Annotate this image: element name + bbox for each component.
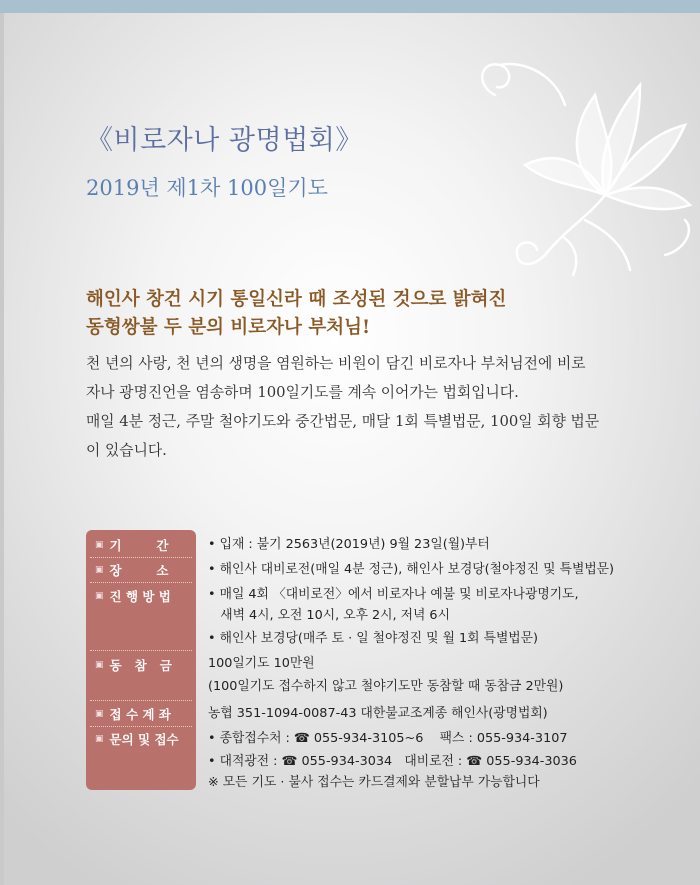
- headline-line-1: 해인사 창건 시기 통일신라 때 조성된 것으로 밝혀진: [86, 289, 507, 310]
- info-label-column: [86, 530, 196, 790]
- label-fee: ▣ 동 참 금: [95, 658, 172, 673]
- label-divider: [90, 726, 192, 727]
- square-bullet-icon: ▣: [95, 540, 104, 550]
- info-contact-line-1: • 종합접수처 : ☎ 055-934-3105~6 팩스 : 055-934-3107: [208, 731, 568, 746]
- info-period: • 입재 : 불기 2563년(2019년) 9월 23일(월)부터: [208, 537, 490, 552]
- label-divider: [90, 650, 192, 651]
- label-divider: [90, 582, 192, 583]
- headline-line-2: 동형쌍불 두 분의 비로자나 부처님!: [86, 317, 371, 338]
- description-line-2: 자나 광명진언을 염송하며 100일기도를 계속 이어가는 법회입니다.: [86, 384, 519, 401]
- info-method-line-2: 새벽 4시, 오전 10시, 오후 2시, 저녁 6시: [208, 608, 450, 623]
- description-line-1: 천 년의 사랑, 천 년의 생명을 염원하는 비원이 담긴 비로자나 부처님전에 비로: [86, 355, 586, 372]
- headline: [86, 286, 646, 342]
- label-method: ▣ 진 행 방 법: [95, 589, 171, 604]
- description-line-4: 이 있습니다.: [86, 442, 167, 459]
- top-bar: [0, 0, 700, 13]
- info-method-line-1: • 매일 4회 〈대비로전〉에서 비로자나 예불 및 비로자나광명기도,: [208, 587, 579, 602]
- square-bullet-icon: ▣: [95, 660, 104, 670]
- label-period: ▣ 기 간: [95, 538, 169, 553]
- label-divider: [90, 557, 192, 558]
- info-method-line-3: • 해인사 보경당(매주 토 · 일 철야정진 및 월 1회 특별법문): [208, 631, 539, 646]
- page-subtitle: 2019년 제1차 100일기도: [86, 176, 328, 200]
- square-bullet-icon: ▣: [95, 591, 104, 601]
- description: [86, 349, 626, 465]
- label-divider: [90, 700, 192, 701]
- description-line-3: 매일 4분 정근, 주말 철야기도와 중간법문, 매달 1회 특별법문, 100일 회향 법문: [86, 413, 600, 430]
- info-fee-line-1: 100일기도 10만원: [208, 656, 315, 671]
- lotus-ornament-icon: [455, 55, 700, 285]
- square-bullet-icon: ▣: [95, 734, 104, 744]
- label-account: ▣ 접 수 계 좌: [95, 707, 171, 722]
- info-contact-line-3: ※ 모든 기도 · 불사 접수는 카드결제와 분할납부 가능합니다: [208, 775, 540, 790]
- info-place: • 해인사 대비로전(매일 4분 정근), 해인사 보경당(철야정진 및 특별법문): [208, 562, 615, 577]
- square-bullet-icon: ▣: [95, 709, 104, 719]
- left-edge: [0, 13, 4, 885]
- page-title: 《비로자나 광명법회》: [86, 125, 363, 156]
- info-contact-line-2: • 대적광전 : ☎ 055-934-3034 대비로전 : ☎ 055-934-3036: [208, 754, 577, 769]
- info-account: 농협 351-1094-0087-43 대한불교조계종 해인사(광명법회): [208, 706, 548, 721]
- label-place: ▣ 장 소: [95, 563, 169, 578]
- info-fee-line-2: (100일기도 접수하지 않고 철야기도만 동참할 때 동참금 2만원): [208, 679, 564, 694]
- label-contact: ▣ 문의 및 접수: [95, 732, 179, 747]
- square-bullet-icon: ▣: [95, 565, 104, 575]
